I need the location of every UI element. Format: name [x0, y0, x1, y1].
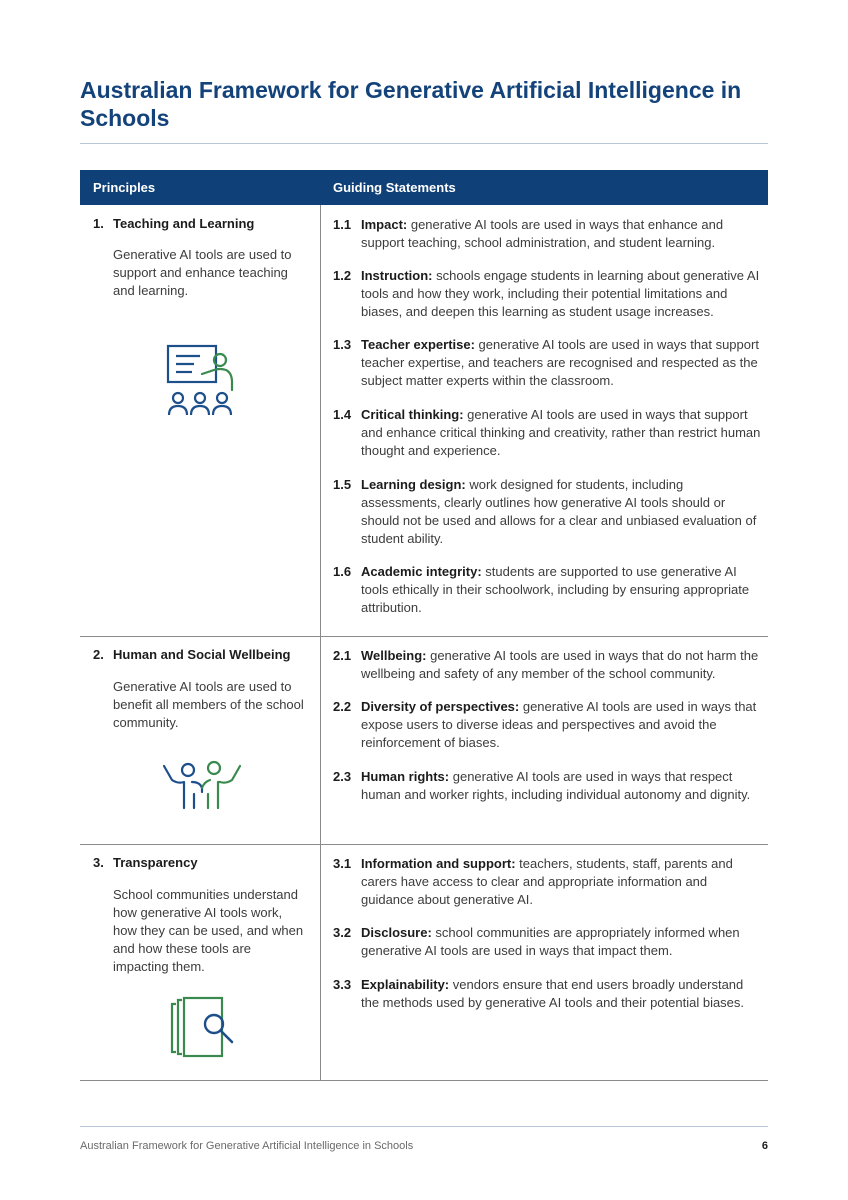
statement-key: Impact:: [361, 217, 408, 232]
principle-name: Human and Social Wellbeing: [113, 647, 291, 662]
footer-title: Australian Framework for Generative Artificial Intelligence in Schools: [80, 1140, 414, 1152]
statement-key: Critical thinking:: [361, 407, 464, 422]
page-title: Australian Framework for Generative Artificial Intelligence in Schools: [80, 77, 742, 131]
guiding-statement: [333, 698, 763, 752]
guiding-statement: [333, 768, 763, 804]
statement-number: 1.4: [333, 407, 352, 422]
principle-description: Generative AI tools are used to benefit all members of the school community.: [113, 679, 304, 730]
people-cheering-icon: [160, 758, 244, 810]
statement-text: school communities are appropriately informed when generative AI tools are used in ways that impact them.: [361, 925, 740, 958]
statement-number: 3.2: [333, 925, 352, 940]
statement-key: Learning design:: [361, 477, 466, 492]
header-guiding-statements: Guiding Statements: [333, 180, 456, 195]
statement-key: Academic integrity:: [361, 564, 482, 579]
guiding-statement: [333, 216, 763, 252]
statement-number: 2.3: [333, 769, 352, 784]
principle-name: Teaching and Learning: [113, 216, 255, 231]
statement-number: 1.3: [333, 337, 352, 352]
statement-text: generative AI tools are used in ways that expose users to diverse ideas and perspectives and avoid the reinforcement of biases.: [361, 699, 757, 750]
statement-number: 3.1: [333, 856, 352, 871]
principle-title: [93, 855, 198, 870]
guiding-statement: [333, 647, 763, 683]
guiding-statement: [333, 406, 763, 460]
guiding-statement: [333, 336, 763, 390]
statement-text: generative AI tools are used in ways that support and enhance critical thinking and creativity, rather than restrict human thought and experience.: [361, 407, 761, 458]
footer-divider: [80, 1126, 768, 1127]
teacher-presenting-icon: [164, 342, 240, 418]
statement-number: 3.3: [333, 977, 352, 992]
statement-key: Explainability:: [361, 977, 450, 992]
principle-number: 1.: [93, 216, 104, 231]
statement-text: schools engage students in learning about generative AI tools and how they work, including their potential limitations and biases, and deepen this learning as student usage increases.: [361, 268, 760, 319]
principle-title: [93, 216, 254, 231]
principle-description: School communities understand how generative AI tools work, how they can be used, and when and how these tools are impacting them.: [113, 887, 304, 974]
statement-key: Instruction:: [361, 268, 433, 283]
guiding-statement: [333, 855, 763, 909]
row-divider: [80, 1080, 768, 1081]
statement-number: 1.1: [333, 217, 352, 232]
principle-title: [93, 647, 290, 662]
statement-number: 1.5: [333, 477, 352, 492]
principle-number: 2.: [93, 647, 104, 662]
statement-key: Wellbeing:: [361, 648, 427, 663]
statement-number: 1.6: [333, 564, 352, 579]
statement-key: Diversity of perspectives:: [361, 699, 520, 714]
statement-number: 2.2: [333, 699, 352, 714]
statement-text: work designed for students, including assessments, clearly outlines how generative AI tools should or should not be used and allows for a clear and unbiased evaluation of student ability.: [361, 477, 757, 546]
principle-description: Generative AI tools are used to support and enhance teaching and learning.: [113, 247, 292, 298]
statement-number: 1.2: [333, 268, 352, 283]
statement-number: 2.1: [333, 648, 352, 663]
table-header: [80, 170, 768, 205]
statement-key: Disclosure:: [361, 925, 432, 940]
statement-key: Information and support:: [361, 856, 516, 871]
guiding-statement: [333, 267, 763, 321]
statement-text: students are supported to use generative AI tools ethically in their schoolwork, including by ensuring appropriate attribution.: [361, 564, 750, 615]
row-divider: [80, 636, 768, 637]
column-divider: [320, 205, 321, 1081]
page-number: 6: [761, 1140, 768, 1152]
statement-text: generative AI tools are used in ways that enhance and support teaching, school administration, and student learning.: [361, 217, 724, 250]
statement-text: generative AI tools are used in ways that support teacher expertise, and teachers are recognised and respected as the subject matter experts within the classroom.: [361, 337, 759, 388]
principle-number: 3.: [93, 855, 104, 870]
principle-name: Transparency: [113, 855, 198, 870]
statement-key: Human rights:: [361, 769, 450, 784]
title-divider: [80, 143, 768, 144]
guiding-statement: [333, 476, 763, 548]
row-divider: [80, 844, 768, 845]
guiding-statement: [333, 976, 763, 1012]
document-magnifier-icon: [166, 996, 236, 1058]
statement-text: generative AI tools are used in ways that do not harm the wellbeing and safety of any member of the school community.: [361, 648, 759, 681]
statement-text: generative AI tools are used in ways that respect human and worker rights, including individual autonomy and dignity.: [361, 769, 751, 802]
statement-key: Teacher expertise:: [361, 337, 475, 352]
statement-text: teachers, students, staff, parents and carers have access to clear and appropriate information and guidance about generative AI.: [361, 856, 733, 907]
guiding-statement: [333, 563, 763, 617]
statement-text: vendors ensure that end users broadly understand the methods used by generative AI tools and their potential biases.: [361, 977, 745, 1010]
header-principles: Principles: [93, 180, 156, 195]
guiding-statement: [333, 924, 763, 960]
